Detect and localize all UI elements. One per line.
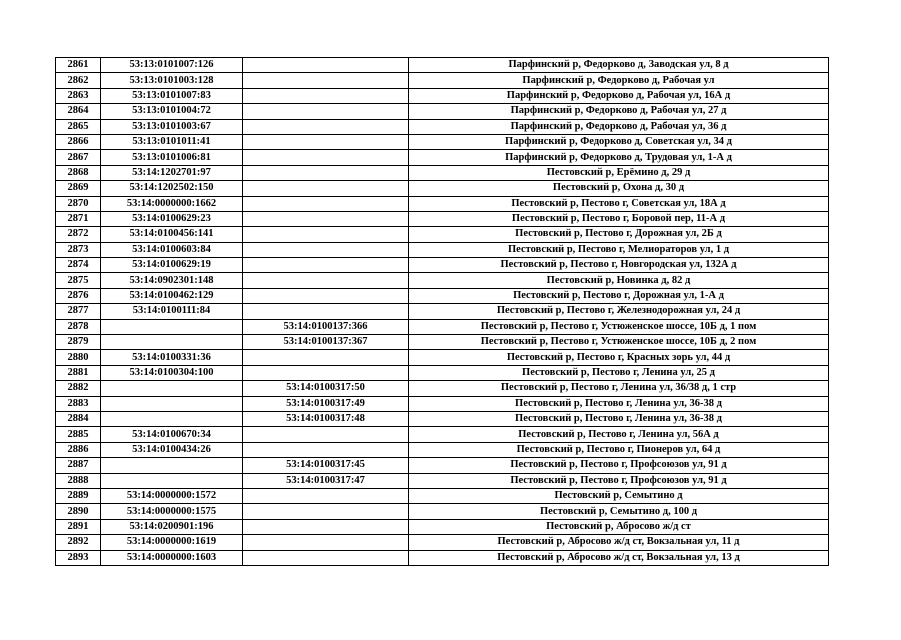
row-number-cell: 2878 [56, 319, 101, 334]
row-number-cell: 2892 [56, 535, 101, 550]
address-cell: Пестовский р, Пестово г, Железнодорожная ул, 24 д [409, 304, 829, 319]
address-cell: Пестовский р, Абросово ж/д ст, Вокзальная ул, 13 д [409, 550, 829, 565]
table-row [56, 134, 829, 149]
address-cell: Пестовский р, Пестово г, Профсоюзов ул, 91 д [409, 458, 829, 473]
premises-cadastral-number-cell [243, 427, 409, 442]
cadastral-number-cell: 53:14:0000000:1619 [101, 535, 243, 550]
premises-cadastral-number-cell [243, 196, 409, 211]
row-number-cell: 2867 [56, 150, 101, 165]
row-number-cell: 2887 [56, 458, 101, 473]
table-row [56, 227, 829, 242]
cadastral-number-cell [101, 381, 243, 396]
table-row [56, 335, 829, 350]
row-number-cell: 2875 [56, 273, 101, 288]
row-number-cell: 2885 [56, 427, 101, 442]
table-row [56, 550, 829, 565]
address-cell: Пестовский р, Семытино д [409, 488, 829, 503]
row-number-cell: 2881 [56, 365, 101, 380]
cadastral-number-cell: 53:14:0000000:1662 [101, 196, 243, 211]
row-number-cell: 2863 [56, 88, 101, 103]
cadastral-number-cell [101, 473, 243, 488]
table-row [56, 104, 829, 119]
table-row [56, 88, 829, 103]
address-cell: Парфинский р, Федорково д, Трудовая ул, 1-А д [409, 150, 829, 165]
cadastral-number-cell: 53:14:1202701:97 [101, 165, 243, 180]
premises-cadastral-number-cell [243, 288, 409, 303]
row-number-cell: 2883 [56, 396, 101, 411]
table-row [56, 442, 829, 457]
premises-cadastral-number-cell [243, 119, 409, 134]
row-number-cell: 2862 [56, 73, 101, 88]
cadastral-number-cell: 53:13:0101006:81 [101, 150, 243, 165]
table-row [56, 473, 829, 488]
cadastral-number-cell [101, 319, 243, 334]
address-cell: Парфинский р, Федорково д, Рабочая ул, 36 д [409, 119, 829, 134]
row-number-cell: 2871 [56, 211, 101, 226]
row-number-cell: 2870 [56, 196, 101, 211]
register-table-body [56, 58, 829, 566]
table-row [56, 350, 829, 365]
address-cell: Пестовский р, Пестово г, Боровой пер, 11-А д [409, 211, 829, 226]
table-row [56, 150, 829, 165]
address-cell: Парфинский р, Федорково д, Советская ул, 34 д [409, 134, 829, 149]
cadastral-number-cell [101, 396, 243, 411]
table-row [56, 411, 829, 426]
cadastral-number-cell: 53:14:1202502:150 [101, 181, 243, 196]
cadastral-number-cell: 53:14:0000000:1575 [101, 504, 243, 519]
table-row [56, 381, 829, 396]
cadastral-number-cell: 53:14:0100111:84 [101, 304, 243, 319]
table-row [56, 242, 829, 257]
row-number-cell: 2880 [56, 350, 101, 365]
premises-cadastral-number-cell [243, 365, 409, 380]
cadastral-number-cell: 53:13:0101007:126 [101, 58, 243, 73]
table-row [56, 488, 829, 503]
table-row [56, 427, 829, 442]
table-row [56, 458, 829, 473]
table-row [56, 73, 829, 88]
address-cell: Пестовский р, Пестово г, Пионеров ул, 64 д [409, 442, 829, 457]
cadastral-number-cell [101, 458, 243, 473]
premises-cadastral-number-cell [243, 535, 409, 550]
table-row [56, 304, 829, 319]
premises-cadastral-number-cell [243, 242, 409, 257]
premises-cadastral-number-cell: 53:14:0100317:45 [243, 458, 409, 473]
premises-cadastral-number-cell [243, 273, 409, 288]
table-row [56, 288, 829, 303]
property-register-table [55, 57, 829, 566]
row-number-cell: 2886 [56, 442, 101, 457]
premises-cadastral-number-cell [243, 258, 409, 273]
row-number-cell: 2874 [56, 258, 101, 273]
address-cell: Пестовский р, Пестово г, Ленина ул, 25 д [409, 365, 829, 380]
premises-cadastral-number-cell [243, 488, 409, 503]
cadastral-number-cell: 53:13:0101011:41 [101, 134, 243, 149]
row-number-cell: 2893 [56, 550, 101, 565]
cadastral-number-cell [101, 335, 243, 350]
cadastral-number-cell [101, 411, 243, 426]
table-row [56, 519, 829, 534]
row-number-cell: 2869 [56, 181, 101, 196]
cadastral-number-cell: 53:13:0101003:128 [101, 73, 243, 88]
cadastral-number-cell: 53:14:0100434:26 [101, 442, 243, 457]
cadastral-number-cell: 53:14:0000000:1572 [101, 488, 243, 503]
row-number-cell: 2873 [56, 242, 101, 257]
row-number-cell: 2866 [56, 134, 101, 149]
row-number-cell: 2890 [56, 504, 101, 519]
address-cell: Пестовский р, Ерёмино д, 29 д [409, 165, 829, 180]
address-cell: Пестовский р, Пестово г, Советская ул, 18А д [409, 196, 829, 211]
address-cell: Пестовский р, Пестово г, Устюженское шоссе, 10Б д, 2 пом [409, 335, 829, 350]
table-row [56, 119, 829, 134]
table-row [56, 396, 829, 411]
address-cell: Пестовский р, Пестово г, Профсоюзов ул, 91 д [409, 473, 829, 488]
cadastral-number-cell: 53:13:0101004:72 [101, 104, 243, 119]
address-cell: Парфинский р, Федорково д, Рабочая ул, 16А д [409, 88, 829, 103]
premises-cadastral-number-cell: 53:14:0100137:367 [243, 335, 409, 350]
address-cell: Пестовский р, Пестово г, Мелиораторов ул, 1 д [409, 242, 829, 257]
premises-cadastral-number-cell: 53:14:0100317:50 [243, 381, 409, 396]
row-number-cell: 2876 [56, 288, 101, 303]
address-cell: Пестовский р, Пестово г, Ленина ул, 36-38 д [409, 396, 829, 411]
premises-cadastral-number-cell [243, 211, 409, 226]
table-row [56, 319, 829, 334]
premises-cadastral-number-cell: 53:14:0100317:47 [243, 473, 409, 488]
table-row [56, 58, 829, 73]
premises-cadastral-number-cell [243, 150, 409, 165]
cadastral-number-cell: 53:14:0100670:34 [101, 427, 243, 442]
cadastral-number-cell: 53:14:0100603:84 [101, 242, 243, 257]
cadastral-number-cell: 53:14:0100629:19 [101, 258, 243, 273]
premises-cadastral-number-cell [243, 181, 409, 196]
cadastral-number-cell: 53:14:0100456:141 [101, 227, 243, 242]
cadastral-number-cell: 53:14:0100331:36 [101, 350, 243, 365]
premises-cadastral-number-cell: 53:14:0100317:49 [243, 396, 409, 411]
cadastral-number-cell: 53:13:0101007:83 [101, 88, 243, 103]
address-cell: Пестовский р, Пестово г, Дорожная ул, 1-А д [409, 288, 829, 303]
row-number-cell: 2889 [56, 488, 101, 503]
address-cell: Пестовский р, Абросово ж/д ст, Вокзальная ул, 11 д [409, 535, 829, 550]
cadastral-number-cell: 53:14:0100462:129 [101, 288, 243, 303]
address-cell: Пестовский р, Новинка д, 82 д [409, 273, 829, 288]
cadastral-number-cell: 53:14:0100629:23 [101, 211, 243, 226]
address-cell: Пестовский р, Пестово г, Устюженское шоссе, 10Б д, 1 пом [409, 319, 829, 334]
address-cell: Пестовский р, Семытино д, 100 д [409, 504, 829, 519]
premises-cadastral-number-cell [243, 442, 409, 457]
premises-cadastral-number-cell [243, 304, 409, 319]
table-row [56, 211, 829, 226]
row-number-cell: 2879 [56, 335, 101, 350]
premises-cadastral-number-cell [243, 88, 409, 103]
address-cell: Парфинский р, Федорково д, Заводская ул, 8 д [409, 58, 829, 73]
address-cell: Парфинский р, Федорково д, Рабочая ул [409, 73, 829, 88]
premises-cadastral-number-cell [243, 519, 409, 534]
cadastral-number-cell: 53:14:0200901:196 [101, 519, 243, 534]
row-number-cell: 2861 [56, 58, 101, 73]
address-cell: Пестовский р, Охона д, 30 д [409, 181, 829, 196]
address-cell: Пестовский р, Пестово г, Ленина ул, 36/38 д, 1 стр [409, 381, 829, 396]
table-row [56, 504, 829, 519]
premises-cadastral-number-cell [243, 227, 409, 242]
row-number-cell: 2877 [56, 304, 101, 319]
address-cell: Парфинский р, Федорково д, Рабочая ул, 27 д [409, 104, 829, 119]
table-row [56, 365, 829, 380]
cadastral-number-cell: 53:14:0902301:148 [101, 273, 243, 288]
table-row [56, 273, 829, 288]
premises-cadastral-number-cell: 53:14:0100317:48 [243, 411, 409, 426]
row-number-cell: 2884 [56, 411, 101, 426]
premises-cadastral-number-cell: 53:14:0100137:366 [243, 319, 409, 334]
table-row [56, 535, 829, 550]
address-cell: Пестовский р, Пестово г, Ленина ул, 56А д [409, 427, 829, 442]
table-row [56, 165, 829, 180]
row-number-cell: 2891 [56, 519, 101, 534]
row-number-cell: 2865 [56, 119, 101, 134]
premises-cadastral-number-cell [243, 165, 409, 180]
premises-cadastral-number-cell [243, 73, 409, 88]
cadastral-number-cell: 53:13:0101003:67 [101, 119, 243, 134]
address-cell: Пестовский р, Пестово г, Новгородская ул, 132А д [409, 258, 829, 273]
premises-cadastral-number-cell [243, 134, 409, 149]
row-number-cell: 2888 [56, 473, 101, 488]
premises-cadastral-number-cell [243, 104, 409, 119]
row-number-cell: 2882 [56, 381, 101, 396]
premises-cadastral-number-cell [243, 550, 409, 565]
premises-cadastral-number-cell [243, 504, 409, 519]
address-cell: Пестовский р, Пестово г, Ленина ул, 36-38 д [409, 411, 829, 426]
cadastral-number-cell: 53:14:0100304:100 [101, 365, 243, 380]
table-row [56, 258, 829, 273]
address-cell: Пестовский р, Абросово ж/д ст [409, 519, 829, 534]
cadastral-number-cell: 53:14:0000000:1603 [101, 550, 243, 565]
premises-cadastral-number-cell [243, 350, 409, 365]
row-number-cell: 2868 [56, 165, 101, 180]
premises-cadastral-number-cell [243, 58, 409, 73]
address-cell: Пестовский р, Пестово г, Красных зорь ул, 44 д [409, 350, 829, 365]
table-row [56, 181, 829, 196]
address-cell: Пестовский р, Пестово г, Дорожная ул, 2Б д [409, 227, 829, 242]
table-row [56, 196, 829, 211]
row-number-cell: 2864 [56, 104, 101, 119]
row-number-cell: 2872 [56, 227, 101, 242]
